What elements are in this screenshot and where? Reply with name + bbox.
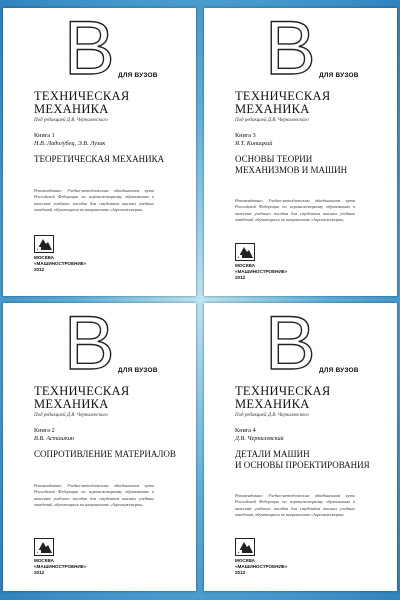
- publisher-city: МОСКВА: [235, 558, 255, 563]
- book-title-line1: ОСНОВЫ ТЕОРИИ: [235, 154, 313, 164]
- series-title-line2: МЕХАНИКА: [34, 397, 109, 411]
- publisher-logo-icon: [235, 538, 255, 556]
- publisher-block: [235, 263, 287, 281]
- series-title-line2: МЕХАНИКА: [34, 102, 109, 116]
- book-cover-3[interactable]: [204, 8, 397, 296]
- series-letter-logo: B: [64, 8, 115, 91]
- book-cover-1[interactable]: [3, 8, 196, 296]
- publisher-logo-icon: [235, 243, 255, 261]
- publication-year: 2012: [235, 275, 246, 280]
- publisher-name: «МАШИНОСТРОЕНИЕ»: [235, 269, 288, 274]
- series-title: [34, 385, 184, 411]
- series-title: [34, 90, 184, 116]
- book-cover-2[interactable]: [3, 303, 196, 591]
- book-title-line1: ДЕТАЛИ МАШИН: [235, 449, 310, 459]
- editor-credit: Под редакцией Д.В. Чернилевского: [235, 413, 309, 418]
- series-letter-logo: B: [265, 303, 316, 386]
- series-title: [235, 385, 385, 411]
- recommendation-text: Рекомендовано Учебно-методическим объединением вузов Российской Федерации по агроинженерному образованию в качестве учебного пособия для студентов высших учебных заведений, обучающихся по направлению «Агроинженерия»: [235, 493, 355, 518]
- book-title: [34, 154, 184, 165]
- authors: Д.В. Чернилевский: [235, 435, 284, 442]
- authors: Н.В. Ладогубец, Э.В. Лузик: [34, 140, 106, 147]
- publisher-city: МОСКВА: [34, 558, 54, 563]
- recommendation-text: Рекомендовано Учебно-методическим объединением вузов Российской Федерации по агроинженерному образованию в качестве учебного пособия для студентов высших учебных заведений, обучающихся по направлению «Агроинженерия»: [235, 198, 355, 223]
- series-title-line1: ТЕХНИЧЕСКАЯ: [34, 89, 130, 103]
- book-number: Книга 1: [34, 132, 55, 139]
- editor-credit: Под редакцией Д.В. Чернилевского: [34, 118, 108, 123]
- book-number: Книга 4: [235, 427, 256, 434]
- series-title-line1: ТЕХНИЧЕСКАЯ: [235, 384, 331, 398]
- book-number: Книга 2: [34, 427, 55, 434]
- publisher-city: МОСКВА: [34, 255, 54, 260]
- authors: Я.Т. Киницкий: [235, 140, 273, 147]
- book-title: [34, 449, 184, 460]
- series-title-line2: МЕХАНИКА: [235, 397, 310, 411]
- book-cover-4[interactable]: [204, 303, 397, 591]
- publication-year: 2012: [34, 570, 45, 575]
- publisher-logo-icon: [34, 538, 54, 556]
- editor-credit: Под редакцией Д.В. Чернилевского: [235, 118, 309, 123]
- recommendation-text: Рекомендовано Учебно-методическим объединением вузов Российской Федерации по агроинженерному образованию в качестве учебного пособия для студентов высших учебных заведений, обучающихся по направлению «Агроинженерия»: [34, 483, 154, 508]
- publisher-name: «МАШИНОСТРОЕНИЕ»: [235, 564, 288, 569]
- publication-year: 2012: [34, 267, 45, 272]
- recommendation-text: Рекомендовано Учебно-методическим объединением вузов Российской Федерации по агроинженерному образованию в качестве учебного пособия для студентов высших учебных заведений, обучающихся по направлению «Агроинженерия»: [34, 188, 154, 213]
- publisher-name: «МАШИНОСТРОЕНИЕ»: [34, 261, 87, 266]
- book-number: Книга 3: [235, 132, 256, 139]
- series-title-line1: ТЕХНИЧЕСКАЯ: [235, 89, 331, 103]
- publisher-city: МОСКВА: [235, 263, 255, 268]
- series-label: ДЛЯ ВУЗОВ: [118, 367, 158, 374]
- publisher-logo-icon: [34, 235, 54, 253]
- book-title-line1: ТЕОРЕТИЧЕСКАЯ МЕХАНИКА: [34, 154, 165, 164]
- publisher-name: «МАШИНОСТРОЕНИЕ»: [34, 564, 87, 569]
- publisher-block: [34, 558, 86, 576]
- book-title: [235, 154, 385, 176]
- series-letter-logo: B: [265, 8, 316, 91]
- series-label: ДЛЯ ВУЗОВ: [118, 72, 158, 79]
- series-label: ДЛЯ ВУЗОВ: [319, 72, 359, 79]
- publisher-block: [34, 255, 86, 273]
- series-title: [235, 90, 385, 116]
- book-title-line2: МЕХАНИЗМОВ И МАШИН: [235, 165, 348, 175]
- series-letter-logo: B: [64, 303, 115, 386]
- book-title: [235, 449, 385, 471]
- authors: В.В. Асташкин: [34, 435, 74, 442]
- editor-credit: Под редакцией Д.В. Чернилевского: [34, 413, 108, 418]
- series-title-line2: МЕХАНИКА: [235, 102, 310, 116]
- book-title-line1: СОПРОТИВЛЕНИЕ МАТЕРИАЛОВ: [34, 449, 176, 459]
- publication-year: 2012: [235, 570, 246, 575]
- book-title-line2: И ОСНОВЫ ПРОЕКТИРОВАНИЯ: [235, 460, 370, 470]
- series-title-line1: ТЕХНИЧЕСКАЯ: [34, 384, 130, 398]
- series-label: ДЛЯ ВУЗОВ: [319, 367, 359, 374]
- publisher-block: [235, 558, 287, 576]
